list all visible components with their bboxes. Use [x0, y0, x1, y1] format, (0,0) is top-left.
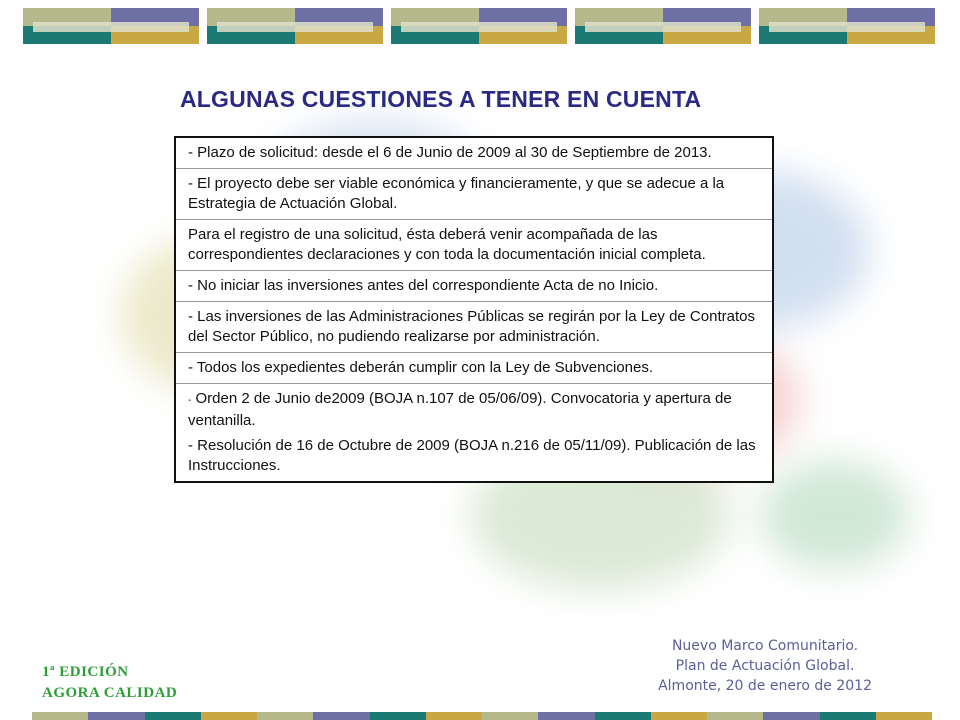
row-text	[188, 389, 762, 431]
table-row	[176, 138, 772, 168]
footer-line-3: Almonte, 20 de enero de 2012	[658, 678, 872, 694]
edition-label	[42, 662, 177, 704]
strip-segment	[426, 712, 482, 720]
row-text: - El proyecto debe ser viable económica y financieramente, y que se adecue a la Estrategia de Actuación Global.	[188, 175, 725, 212]
banner-tile	[23, 8, 199, 44]
row-text: - Las inversiones de las Administraciones Públicas se regirán por la Ley de Contratos del Sector Público, no pudiendo realizarse por administración.	[188, 308, 755, 345]
strip-segment	[482, 712, 538, 720]
footer-info	[658, 636, 872, 696]
strip-segment	[538, 712, 594, 720]
strip-segment	[820, 712, 876, 720]
table-row	[176, 383, 772, 481]
row-text: - No iniciar las inversiones antes del correspondiente Acta de no Inicio.	[188, 277, 659, 294]
bottom-strip	[32, 712, 932, 720]
banner-tile	[575, 8, 751, 44]
edition-org: AGORA CALIDAD	[42, 685, 178, 701]
table-row	[176, 270, 772, 301]
table-row	[176, 168, 772, 219]
row-text: Para el registro de una solicitud, ésta deberá venir acompañada de las correspondientes declaraciones y con toda la documentación inicial completa.	[188, 226, 706, 263]
banner-tile	[391, 8, 567, 44]
strip-segment	[651, 712, 707, 720]
table-row	[176, 301, 772, 352]
dash-marker: -	[188, 395, 192, 406]
banner-tile	[759, 8, 935, 44]
table-row	[176, 219, 772, 270]
requirements-table	[174, 136, 774, 483]
map-blob	[760, 460, 910, 570]
strip-segment	[370, 712, 426, 720]
order-text: Orden 2 de Junio de2009 (BOJA n.107 de 05/06/09). Convocatoria y apertura de ventanilla.	[188, 390, 732, 429]
table-row	[176, 352, 772, 383]
strip-segment	[313, 712, 369, 720]
strip-segment	[257, 712, 313, 720]
page-title: ALGUNAS CUESTIONES A TENER EN CUENTA	[180, 86, 702, 112]
strip-segment	[145, 712, 201, 720]
strip-segment	[201, 712, 257, 720]
row-text: - Todos los expedientes deberán cumplir con la Ley de Subvenciones.	[188, 359, 654, 376]
strip-segment	[763, 712, 819, 720]
banner-tile	[207, 8, 383, 44]
footer-line-2: Plan de Actuación Global.	[675, 658, 855, 674]
strip-segment	[707, 712, 763, 720]
footer-line-1: Nuevo Marco Comunitario.	[671, 638, 859, 654]
edition-line: 1ª EDICIÓN	[42, 664, 129, 680]
strip-segment	[32, 712, 88, 720]
strip-segment	[876, 712, 932, 720]
row-text: - Plazo de solicitud: desde el 6 de Junio de 2009 al 30 de Septiembre de 2013.	[188, 144, 712, 161]
strip-segment	[595, 712, 651, 720]
resolution-text: - Resolución de 16 de Octubre de 2009 (BOJA n.216 de 05/11/09). Publicación de las Instrucciones.	[188, 437, 756, 474]
strip-segment	[88, 712, 144, 720]
